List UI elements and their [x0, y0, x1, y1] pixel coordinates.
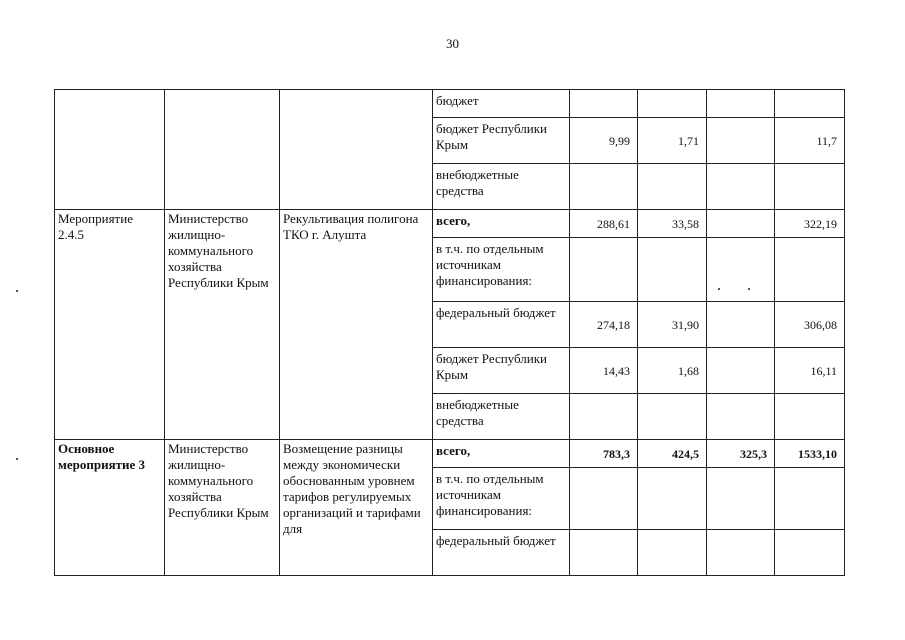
value-cell: 306,08 — [775, 302, 845, 348]
value-cell — [570, 90, 638, 118]
value-cell — [570, 238, 638, 302]
value-cell — [570, 394, 638, 440]
value-cell: 288,61 — [570, 210, 638, 238]
scan-speck — [748, 288, 750, 290]
event-cell — [55, 90, 165, 210]
value-cell — [775, 238, 845, 302]
value-cell — [707, 348, 775, 394]
value-cell: 31,90 — [638, 302, 707, 348]
executor-cell: Министерство жилищно-коммунального хозяйства Республики Крым — [165, 440, 280, 576]
table-row — [55, 440, 845, 468]
funding-source-cell: в т.ч. по отдельным источникам финансирования: — [433, 238, 570, 302]
funding-source-cell: в т.ч. по отдельным источникам финансирования: — [433, 468, 570, 530]
value-cell — [707, 90, 775, 118]
financing-table — [54, 89, 845, 576]
funding-source-cell: внебюджетные средства — [433, 394, 570, 440]
value-cell — [775, 90, 845, 118]
scan-speck — [718, 288, 720, 290]
value-cell: 1,71 — [638, 118, 707, 164]
funding-source-cell: внебюджетные средства — [433, 164, 570, 210]
description-cell: Рекультивация полигона ТКО г. Алушта — [280, 210, 433, 440]
funding-source-cell: бюджет Республики Крым — [433, 118, 570, 164]
value-cell: 9,99 — [570, 118, 638, 164]
value-cell — [638, 394, 707, 440]
value-cell: 1,68 — [638, 348, 707, 394]
scan-speck — [16, 290, 18, 292]
value-cell: 16,11 — [775, 348, 845, 394]
value-cell — [707, 164, 775, 210]
description-cell: Возмещение разницы между экономически обоснованным уровнем тарифов регулируемых организаций и тарифами для — [280, 440, 433, 576]
value-cell — [707, 238, 775, 302]
description-cell — [280, 90, 433, 210]
table-row — [55, 210, 845, 238]
value-cell — [638, 468, 707, 530]
value-cell: 322,19 — [775, 210, 845, 238]
value-cell — [638, 238, 707, 302]
value-cell — [707, 118, 775, 164]
event-cell: Мероприятие 2.4.5 — [55, 210, 165, 440]
page-number: 30 — [446, 36, 459, 51]
event-cell: Основное мероприятие 3 — [55, 440, 165, 576]
value-cell: 783,3 — [570, 440, 638, 468]
value-cell: 11,7 — [775, 118, 845, 164]
value-cell: 325,3 — [707, 440, 775, 468]
funding-source-cell: бюджет Республики Крым — [433, 348, 570, 394]
value-cell — [707, 302, 775, 348]
value-cell: 424,5 — [638, 440, 707, 468]
value-cell — [707, 210, 775, 238]
value-cell — [638, 90, 707, 118]
value-cell — [775, 394, 845, 440]
value-cell: 14,43 — [570, 348, 638, 394]
value-cell: 33,58 — [638, 210, 707, 238]
value-cell — [775, 164, 845, 210]
value-cell — [570, 530, 638, 576]
executor-cell — [165, 90, 280, 210]
value-cell — [638, 164, 707, 210]
value-cell — [707, 468, 775, 530]
value-cell: 274,18 — [570, 302, 638, 348]
value-cell: 1533,10 — [775, 440, 845, 468]
value-cell — [775, 468, 845, 530]
funding-source-cell: бюджет — [433, 90, 570, 118]
executor-cell: Министерство жилищно-коммунального хозяйства Республики Крым — [165, 210, 280, 440]
funding-source-cell: федеральный бюджет — [433, 530, 570, 576]
value-cell — [707, 394, 775, 440]
value-cell — [707, 530, 775, 576]
funding-source-cell: федеральный бюджет — [433, 302, 570, 348]
funding-source-cell: всего, — [433, 210, 570, 238]
table-row — [55, 90, 845, 118]
value-cell — [638, 530, 707, 576]
value-cell — [570, 468, 638, 530]
funding-source-cell: всего, — [433, 440, 570, 468]
value-cell — [570, 164, 638, 210]
value-cell — [775, 530, 845, 576]
scan-speck — [16, 458, 18, 460]
